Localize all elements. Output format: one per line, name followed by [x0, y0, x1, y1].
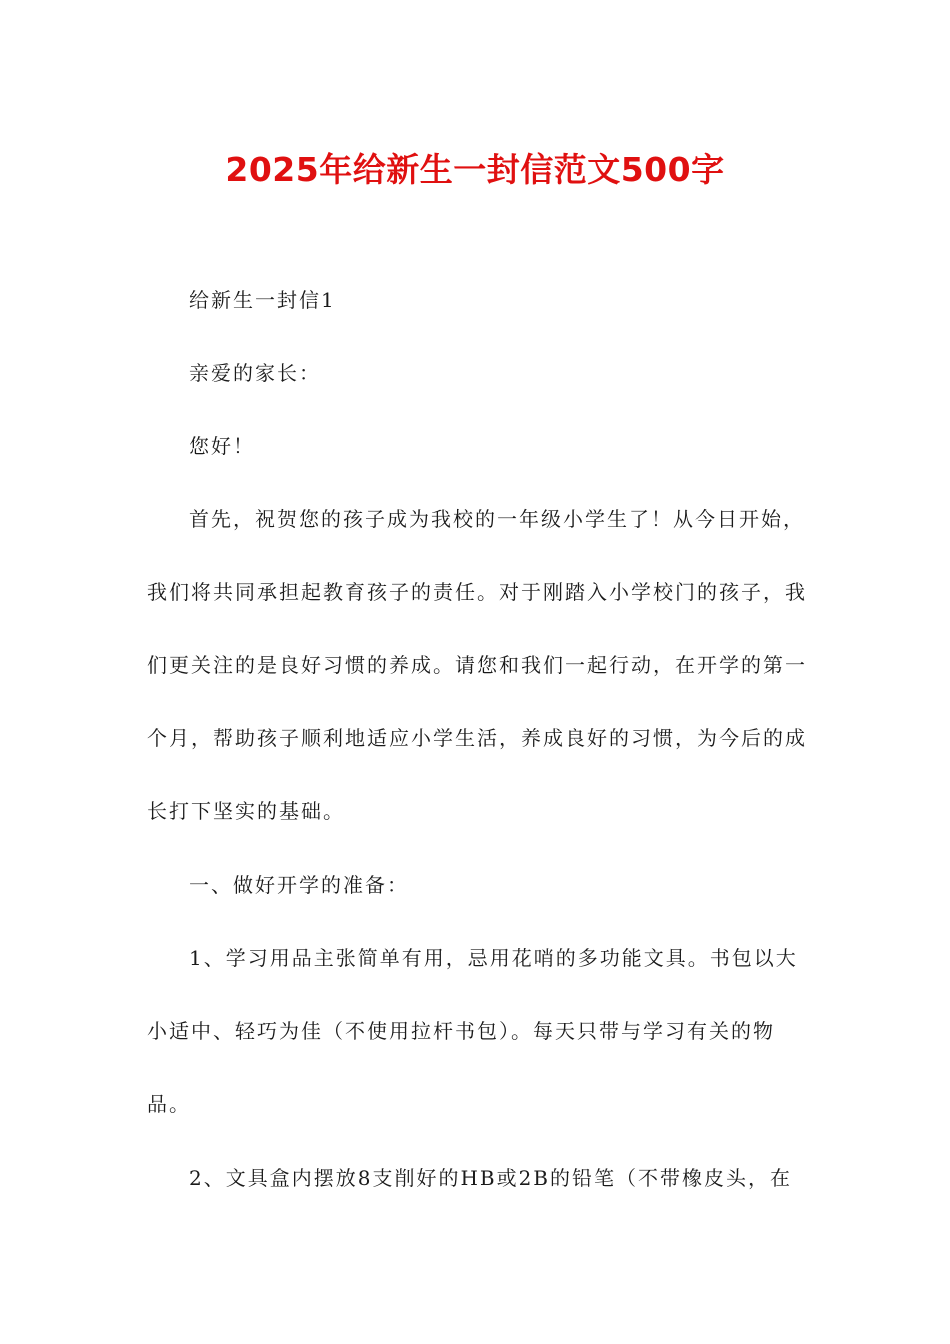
- document-body: [147, 282, 807, 1234]
- salutation: 亲爱的家长：: [189, 361, 321, 385]
- list-item-2: 2、文具盒内摆放8支削好的HB或2B的铅笔（不带橡皮头，在: [189, 1166, 793, 1190]
- document-title: 2025年给新生一封信范文500字: [225, 150, 725, 189]
- list-item-1: 1、学习用品主张简单有用，忌用花哨的多功能文具。书包以大小适中、轻巧为佳（不使用拉杆书包）。每天只带与学习有关的物品。: [147, 946, 798, 1116]
- section-heading: 给新生一封信1: [189, 288, 336, 312]
- greeting: 您好！: [189, 434, 255, 458]
- intro-paragraph: 首先，祝贺您的孩子成为我校的一年级小学生了！从今日开始，我们将共同承担起教育孩子的责任。对于刚踏入小学校门的孩子，我们更关注的是良好习惯的养成。请您和我们一起行动，在开学的第一个月，帮助孩子顺利地适应小学生活，养成良好的习惯，为今后的成长打下坚实的基础。: [147, 507, 807, 823]
- subsection-heading: 一、做好开学的准备：: [189, 873, 409, 897]
